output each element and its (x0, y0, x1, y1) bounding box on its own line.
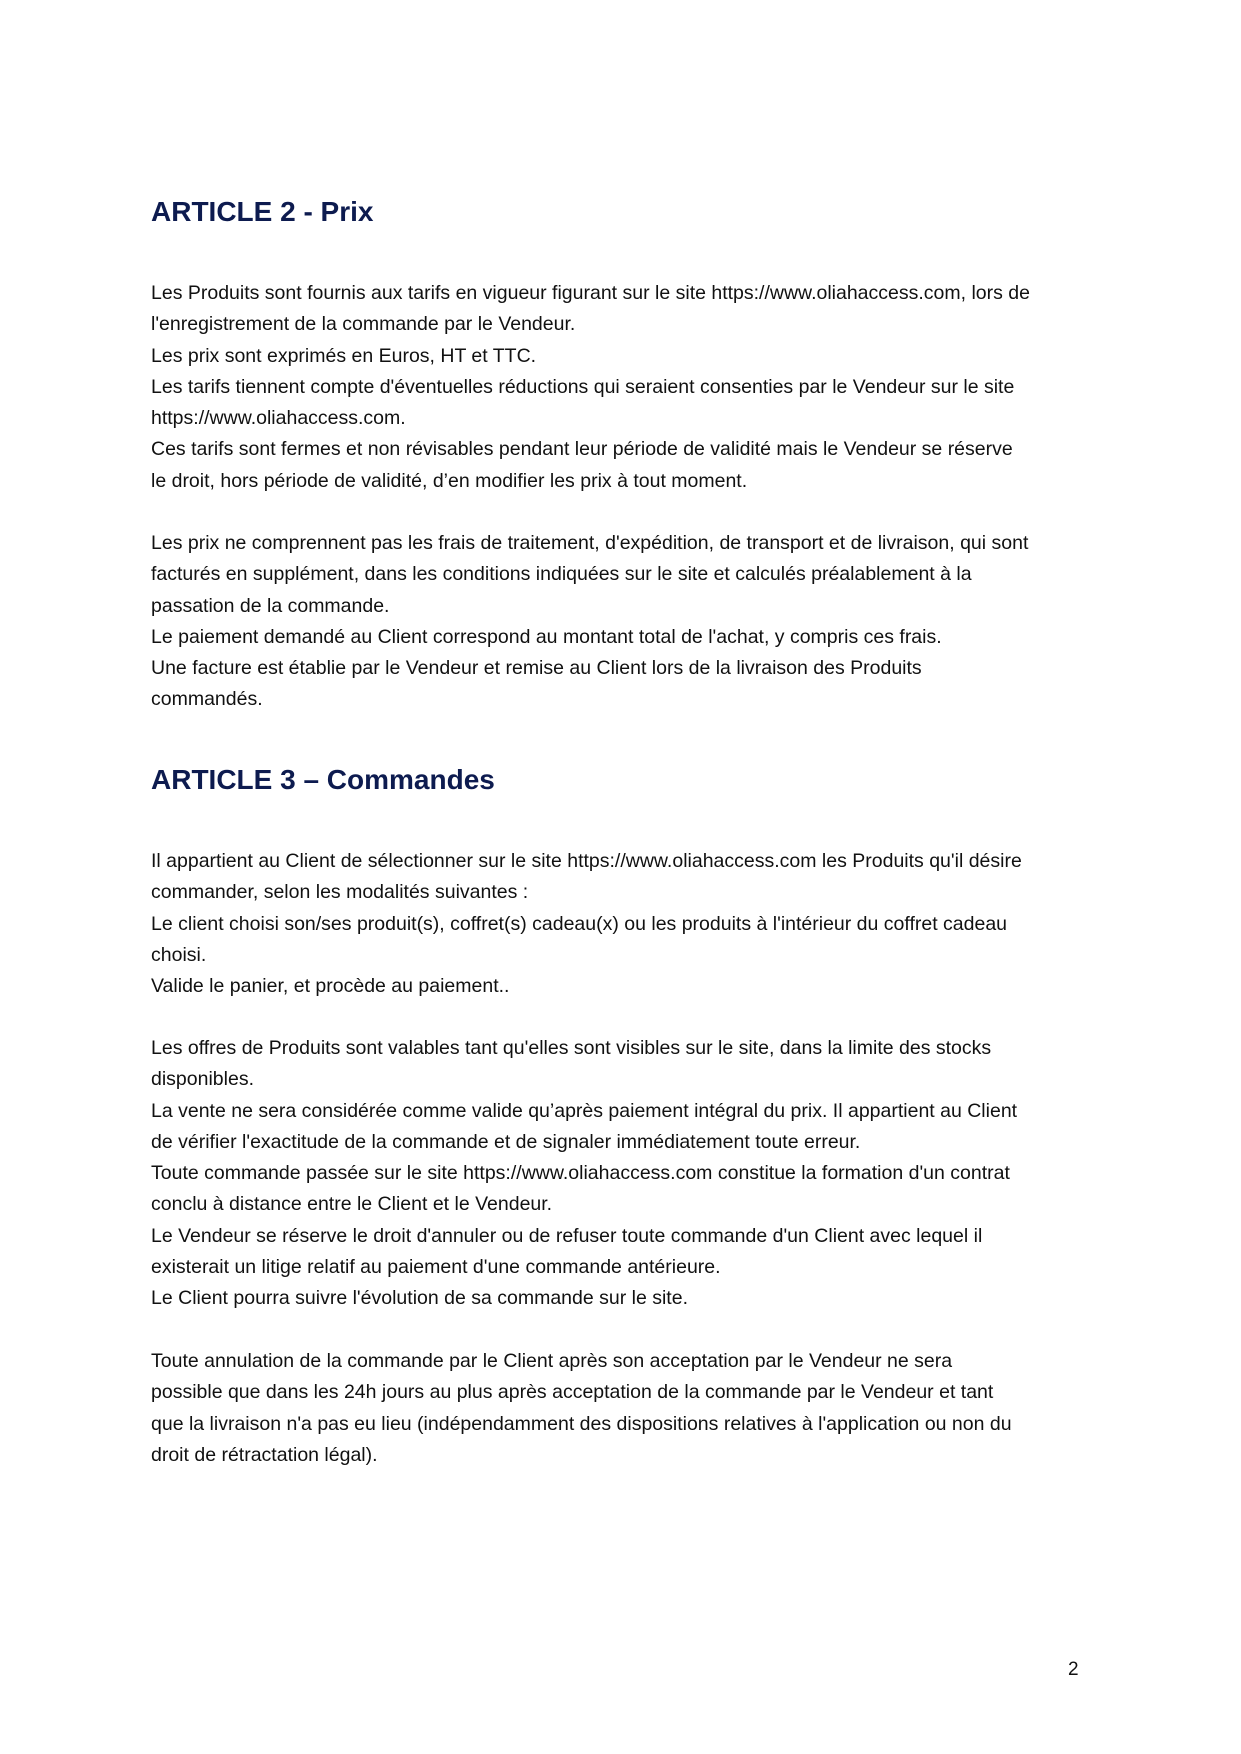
text-line: https://www.oliahaccess.com. (151, 407, 406, 430)
text-line: La vente ne sera considérée comme valide qu’après paiement intégral du prix. Il appartient au Client (151, 1099, 1018, 1122)
text-line: Les Produits sont fournis aux tarifs en vigueur figurant sur le site https://www.oliahaccess.com, lors de (151, 282, 1030, 304)
text-line: Une facture est établie par le Vendeur et remise au Client lors de la livraison des Produits (151, 657, 922, 680)
article-3-heading: ARTICLE 3 – Commandes (151, 764, 495, 795)
article-3-paragraph-1 (151, 846, 1101, 1002)
text-line: disponibles. (151, 1068, 254, 1091)
article-3-paragraph-3 (151, 1346, 1101, 1471)
text-line: que la livraison n'a pas eu lieu (indépendamment des dispositions relatives à l'application ou non du (151, 1412, 1012, 1435)
text-line: Les offres de Produits sont valables tant qu'elles sont visibles sur le site, dans la limite des stocks (151, 1037, 992, 1059)
text-line: commandés. (151, 688, 263, 711)
text-line: le droit, hors période de validité, d’en modifier les prix à tout moment. (151, 469, 748, 492)
text-line: Il appartient au Client de sélectionner sur le site https://www.oliahaccess.com les Produits qu'il désire (151, 850, 1022, 872)
text-line: Les prix sont exprimés en Euros, HT et TTC. (151, 344, 537, 367)
text-line: conclu à distance entre le Client et le Vendeur. (151, 1193, 553, 1216)
text-line: facturés en supplément, dans les conditions indiquées sur le site et calculés préalablement à la (151, 563, 972, 586)
article-3-paragraph-2 (151, 1033, 1101, 1315)
text-line: Toute annulation de la commande par le Client après son acceptation par le Vendeur ne sera (151, 1350, 953, 1372)
text-line: choisi. (151, 943, 207, 966)
text-line: Les tarifs tiennent compte d'éventuelles réductions qui seraient consenties par le Vendeur sur le site (151, 375, 1015, 398)
text-line: Le Vendeur se réserve le droit d'annuler ou de refuser toute commande d'un Client avec lequel il (151, 1224, 983, 1247)
text-line: passation de la commande. (151, 594, 390, 617)
article-2-paragraph-2 (151, 528, 1101, 716)
article-2-heading: ARTICLE 2 - Prix (151, 196, 374, 227)
text-line: de vérifier l'exactitude de la commande et de signaler immédiatement toute erreur. (151, 1130, 861, 1153)
text-line: existerait un litige relatif au paiement d'une commande antérieure. (151, 1256, 721, 1279)
text-line: Le paiement demandé au Client correspond au montant total de l'achat, y compris ces frais. (151, 625, 942, 648)
text-line: Le client choisi son/ses produit(s), coffret(s) cadeau(x) ou les produits à l'intérieur du coffret cadeau (151, 912, 1008, 935)
text-line: l'enregistrement de la commande par le Vendeur. (151, 313, 576, 336)
text-line: Le Client pourra suivre l'évolution de sa commande sur le site. (151, 1287, 688, 1310)
page-number: 2 (1068, 1659, 1079, 1680)
article-2-paragraph-1 (151, 278, 1101, 497)
text-line: Les prix ne comprennent pas les frais de traitement, d'expédition, de transport et de livraison, qui sont (151, 532, 1029, 554)
text-line: droit de rétractation légal). (151, 1443, 378, 1466)
text-line: possible que dans les 24h jours au plus après acceptation de la commande par le Vendeur et tant (151, 1381, 994, 1404)
text-line: Ces tarifs sont fermes et non révisables pendant leur période de validité mais le Vendeur se réserve (151, 438, 1013, 461)
text-line: Valide le panier, et procède au paiement.. (151, 975, 510, 998)
text-line: Toute commande passée sur le site https://www.oliahaccess.com constitue la formation d'un contrat (151, 1162, 1010, 1185)
text-line: commander, selon les modalités suivantes : (151, 881, 529, 904)
